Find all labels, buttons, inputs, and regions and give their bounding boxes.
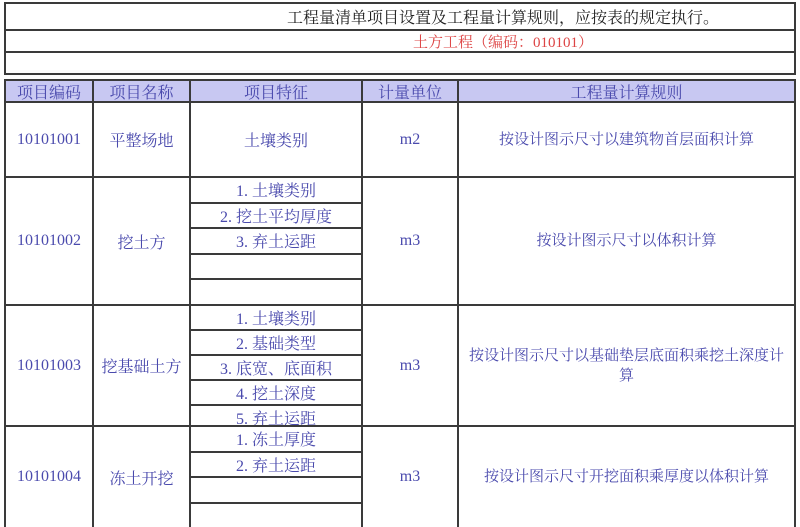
table-row (6, 306, 794, 427)
project-name-cell: 挖土方 (94, 178, 191, 304)
project-code-cell: 10101001 (6, 103, 94, 176)
feature-item: 土壤类别 (243, 133, 308, 150)
rule-cell: 按设计图示尺寸以基础垫层底面积乘挖土深度计算 (468, 347, 784, 384)
feature-item: 1. 土壤类别 (191, 178, 361, 204)
unit-cell: m3 (363, 306, 459, 425)
feature-item: 5. 弃土运距 (235, 411, 316, 425)
header-cell-3: 计量单位 (363, 81, 459, 101)
project-features-cell (191, 427, 363, 527)
feature-item (191, 478, 361, 504)
rule-cell: 按设计图示尺寸以建筑物首层面积计算 (498, 131, 754, 148)
rule-cell: 按设计图示尺寸以体积计算 (536, 233, 717, 249)
project-features-cell (191, 306, 363, 425)
doc-title: 工程量清单项目设置及工程量计算规则，应按表的规定执行。 (6, 4, 794, 31)
feature-item: 1. 土壤类别 (191, 306, 361, 331)
feature-item (191, 255, 361, 281)
unit-cell: m3 (363, 178, 459, 304)
unit-cell: m2 (363, 103, 459, 176)
feature-item (191, 280, 361, 304)
header-cell-0: 项目编码 (6, 81, 94, 101)
table-row (6, 103, 794, 178)
feature-item: 4. 挖土深度 (191, 381, 361, 406)
feature-item (191, 504, 361, 527)
project-code-cell: 10101002 (6, 178, 94, 304)
quantity-rules-table (4, 79, 796, 527)
header-cell-1: 项目名称 (94, 81, 191, 101)
project-code-cell: 10101003 (6, 306, 94, 425)
header-cell-2: 项目特征 (191, 81, 363, 101)
feature-item: 1. 冻土厚度 (191, 427, 361, 453)
project-name-cell: 挖基础土方 (94, 306, 191, 425)
project-name-cell: 冻土开挖 (94, 427, 191, 527)
section-title: 土方工程（编码：010101） (6, 31, 794, 53)
table-body (6, 103, 794, 527)
feature-item: 2. 挖土平均厚度 (191, 204, 361, 230)
feature-item: 3. 底宽、底面积 (191, 356, 361, 381)
header-cell-4: 工程量计算规则 (570, 84, 683, 102)
unit-cell: m3 (363, 427, 459, 527)
table-row (6, 178, 794, 306)
project-name-cell: 平整场地 (94, 103, 191, 176)
project-features-cell (191, 178, 363, 304)
project-features-cell (191, 103, 363, 176)
empty-row (6, 53, 794, 73)
project-code-cell: 10101004 (6, 427, 94, 527)
feature-item: 2. 基础类型 (191, 331, 361, 356)
feature-item: 3. 弃土运距 (191, 229, 361, 255)
feature-item: 2. 弃土运距 (191, 453, 361, 479)
rule-cell: 按设计图示尺寸开挖面积乘厚度以体积计算 (483, 469, 769, 485)
table-row (6, 427, 794, 527)
caption-table (4, 2, 796, 75)
table-header-row (6, 81, 794, 103)
